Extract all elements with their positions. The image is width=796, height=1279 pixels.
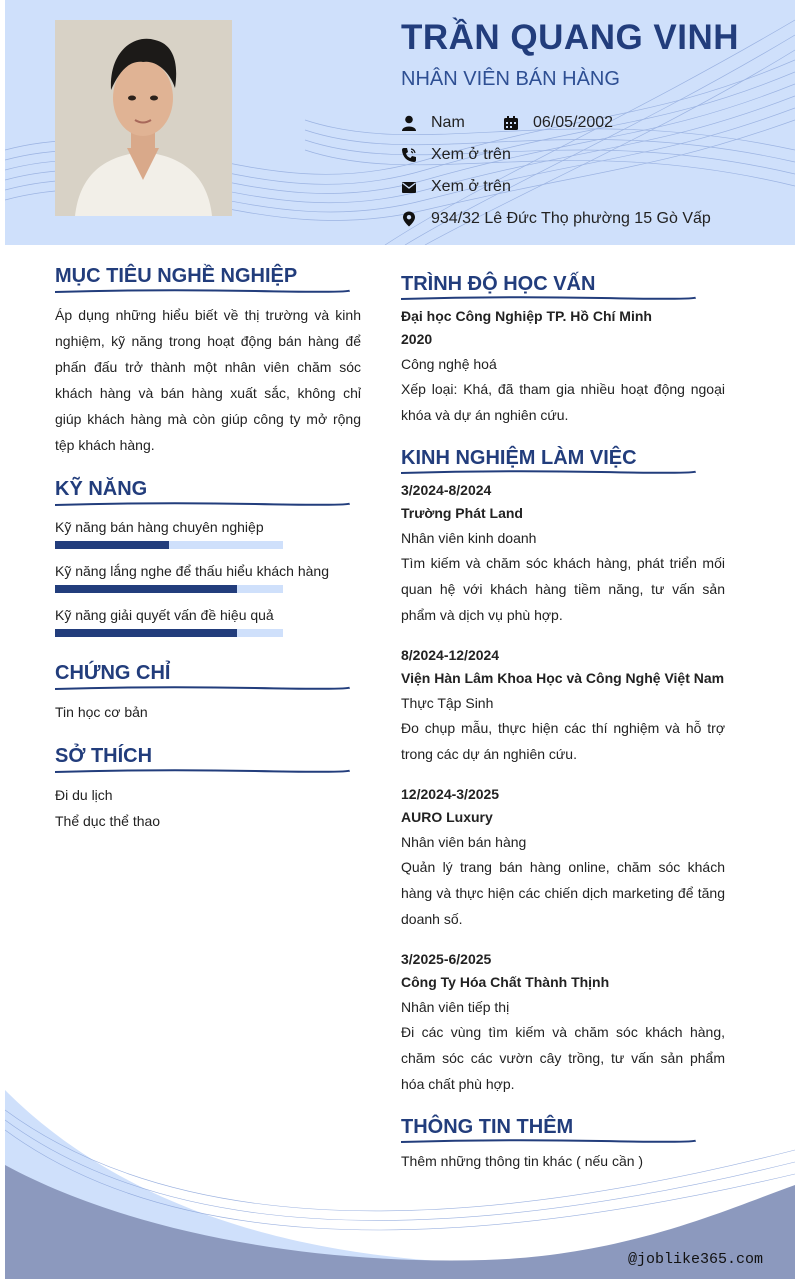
address-row <box>401 210 711 228</box>
profile-photo <box>55 20 232 216</box>
objective-text: Áp dụng những hiểu biết về thị trường và kinh nghiệm, kỹ năng trong hoạt động bán hàng để phấn đấu trở thành một nhân viên chăm sóc khách hàng và bán hàng xuất sắc, không chỉ giúp khách hàng mà còn giúp công ty mở rộng tệp khách hàng. <box>55 307 361 453</box>
calendar-icon <box>503 115 519 131</box>
experience-period: 3/2024-8/2024 <box>401 482 492 498</box>
experience-period: 12/2024-3/2025 <box>401 786 500 802</box>
header <box>5 0 795 245</box>
skill-label: Kỹ năng bán hàng chuyên nghiệp <box>55 519 264 535</box>
certificates-title: CHỨNG CHỈ <box>55 662 171 684</box>
phone-row <box>401 146 511 164</box>
education-school: Đại học Công Nghiệp TP. Hồ Chí Minh <box>401 308 652 324</box>
skill-bar-fill <box>55 541 169 549</box>
certificate-item: Tin học cơ bản <box>55 704 148 720</box>
hobbies-underline <box>55 767 350 777</box>
experience-company: Công Ty Hóa Chất Thành Thịnh <box>401 974 610 990</box>
experience-role: Nhân viên tiếp thị <box>401 999 510 1015</box>
location-pin-icon <box>401 211 417 227</box>
phone-icon <box>401 147 417 163</box>
objective-underline <box>55 287 350 297</box>
extra-title: THÔNG TIN THÊM <box>401 1116 574 1138</box>
gender-value: Nam <box>431 114 465 131</box>
skill-label: Kỹ năng lắng nghe để thấu hiểu khách hàng <box>55 563 330 579</box>
hobby-item: Đi du lịch <box>55 787 113 803</box>
education-major: Công nghệ hoá <box>401 356 497 372</box>
hobbies-title: SỞ THÍCH <box>55 745 153 767</box>
email-value: Xem ở trên <box>431 178 511 195</box>
experience-underline <box>401 468 696 478</box>
education-title: TRÌNH ĐỘ HỌC VẤN <box>401 273 596 295</box>
phone-value: Xem ở trên <box>431 146 511 163</box>
watermark-text: @joblike365.com <box>627 1251 763 1268</box>
extra-text: Thêm những thông tin khác ( nếu cần ) <box>401 1153 644 1169</box>
certificates-underline <box>55 684 350 694</box>
experience-role: Nhân viên bán hàng <box>401 834 527 850</box>
education-underline <box>401 294 696 304</box>
gender-row <box>401 114 465 132</box>
skill-label: Kỹ năng giải quyết vấn đề hiệu quả <box>55 607 274 623</box>
experience-period: 8/2024-12/2024 <box>401 647 500 663</box>
address-value: 934/32 Lê Đức Thọ phường 15 Gò Vấp <box>431 210 711 227</box>
birthday-row <box>503 114 613 132</box>
skills-underline <box>55 500 350 510</box>
objective-title: MỤC TIÊU NGHỀ NGHIỆP <box>55 265 298 287</box>
skill-bar-fill <box>55 585 237 593</box>
skills-title: KỸ NĂNG <box>55 478 148 500</box>
skill-bar <box>55 541 283 549</box>
portrait-image <box>55 20 232 216</box>
full-name: TRẦN QUANG VINH <box>401 18 740 57</box>
email-row <box>401 178 511 196</box>
experience-desc: Tìm kiếm và chăm sóc khách hàng, phát triển mối quan hệ với khách hàng tiềm năng, tư vấn sản phẩm và dịch vụ phù hợp. <box>401 555 725 623</box>
skill-bar <box>55 585 283 593</box>
skill-bar-fill <box>55 629 237 637</box>
birthday-value: 06/05/2002 <box>533 114 614 131</box>
person-icon <box>401 115 417 131</box>
experience-company: Trường Phát Land <box>401 505 523 521</box>
experience-desc: Đo chụp mẫu, thực hiện các thí nghiệm và hỗ trợ trong các dự án nghiên cứu. <box>401 720 725 762</box>
envelope-icon <box>401 179 417 195</box>
experience-company: Viện Hàn Lâm Khoa Học và Công Nghệ Việt Nam <box>401 670 725 686</box>
experience-desc: Quản lý trang bán hàng online, chăm sóc khách hàng và thực hiện các chiến dịch marketing để tăng doanh số. <box>401 859 725 927</box>
education-year: 2020 <box>401 331 433 347</box>
experience-period: 3/2025-6/2025 <box>401 951 492 967</box>
experience-role: Nhân viên kinh doanh <box>401 530 537 546</box>
skill-bar <box>55 629 283 637</box>
job-title: NHÂN VIÊN BÁN HÀNG <box>401 68 620 90</box>
extra-underline <box>401 1137 696 1147</box>
education-note: Xếp loại: Khá, đã tham gia nhiều hoạt động ngoại khóa và dự án nghiên cứu. <box>401 381 725 423</box>
experience-desc: Đi các vùng tìm kiếm và chăm sóc khách hàng, chăm sóc các vườn cây trồng, tư vấn sản phẩm hóa chất phù hợp. <box>401 1024 725 1092</box>
experience-title: KINH NGHIỆM LÀM VIỆC <box>401 447 637 469</box>
cv-page <box>5 0 795 1279</box>
experience-company: AURO Luxury <box>401 809 493 825</box>
hobby-item: Thể dục thể thao <box>55 813 161 829</box>
experience-role: Thực Tập Sinh <box>401 695 494 711</box>
